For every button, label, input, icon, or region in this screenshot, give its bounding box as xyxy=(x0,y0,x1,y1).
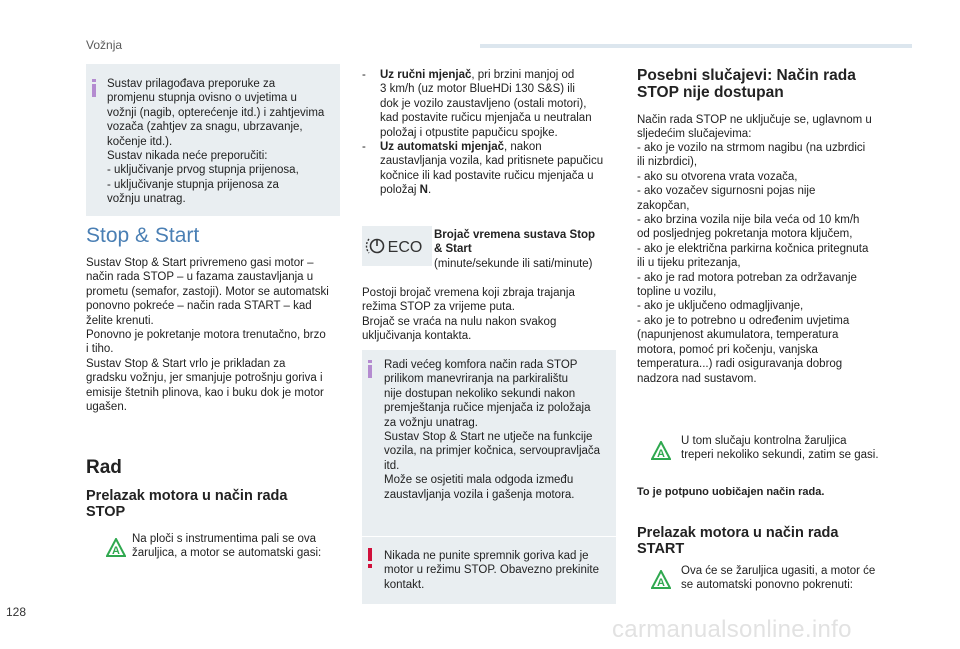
special-cases-intro: Način rada STOP ne uključuje se, uglavnom u sljedećim slučajevima: xyxy=(637,114,872,141)
automatic-gearbox-title: Uz automatski mjenjač xyxy=(380,141,504,153)
auto-indicator-icon xyxy=(651,570,671,589)
counter-subtitle: (minute/sekunde ili sati/minute) xyxy=(434,258,593,270)
manual-gearbox-title: Uz ručni mjenjač xyxy=(380,69,472,81)
stop-mode-subheading: Prelazak motora u način rada STOP xyxy=(86,488,288,520)
rad-heading: Rad xyxy=(86,457,122,478)
manual-gearbox-text: , pri brzini manjoj od 3 km/h (uz motor BlueHDi 130 S&S) ili dok je vozilo zaustavljeno (ostali motori), kad postavite ručicu mjenjača u neutralan položaj i otpustite papučicu spojke. xyxy=(380,69,592,139)
automatic-gearbox-item xyxy=(380,140,616,198)
bullet-dash-1: - xyxy=(362,69,366,81)
special-cases-heading: Posebni slučajevi: Način rada STOP nije dostupan xyxy=(637,67,856,101)
automatic-gearbox-text: , nakon zaustavljanja vozila, kad pritisnete papučicu kočnice ili kad postavite ručicu mjenjača u položaj xyxy=(380,141,604,197)
stop-start-heading: Stop & Start xyxy=(86,224,200,247)
page-number: 128 xyxy=(6,605,27,619)
eco-label: ECO xyxy=(387,239,423,256)
info-text-comfort: Radi većeg komfora način rada STOP prilikom manevriranja na parkiralištu nije dostupan nekoliko sekundi nakon premještanja ručice mjenjača iz položaja za vožnju unatrag. Sustav Stop & Start ne utječe na funkcije vozila, na primjer kočnica, servoupravljača itd. Može se osjetiti mala odgoda između zaustavljanja vozila i gašenja motora. xyxy=(384,359,601,501)
gear-position-n: N xyxy=(419,184,428,197)
header-rule xyxy=(480,44,912,48)
svg-text:A: A xyxy=(657,448,665,460)
counter-title: Brojač vremena sustava Stop & Start xyxy=(434,229,596,256)
eco-icon-frame xyxy=(362,226,432,266)
section-title: Vožnja xyxy=(86,38,123,52)
auto-indicator-icon xyxy=(651,441,671,460)
start-mode-subheading: Prelazak motora u način rada START xyxy=(637,525,839,557)
svg-text:A: A xyxy=(657,577,665,589)
stop-start-eco-icon xyxy=(362,226,432,266)
info-icon xyxy=(367,360,373,378)
info-text-gear: Sustav prilagođava preporuke za promjenu stupnja ovisno o uvjetima u vožnji (nagib, opterećenje itd.) i zahtjevima vozača (zahtjev za snagu, ubrzavanje, kočenje itd.). Sustav nikada neće preporučiti: - uključivanje prvog stupnja prijenosa, - uključivanje stupnja prijenosa za vožnju unatrag. xyxy=(107,78,325,206)
warning-text: Nikada ne punite spremnik goriva kad je motor u režimu STOP. Obavezno prekinite kontakt. xyxy=(384,550,599,591)
flashing-indicator-note: U tom slučaju kontrolna žaruljica treperi nekoliko sekundi, zatim se gasi. xyxy=(681,435,879,462)
svg-text:A: A xyxy=(112,545,120,557)
info-icon xyxy=(91,79,97,97)
period: . xyxy=(427,184,432,197)
stop-indicator-note: Na ploči s instrumentima pali se ova žaruljica, a motor se automatski gasi: xyxy=(132,533,322,560)
watermark: carmanualsonline.info xyxy=(612,616,852,643)
counter-body: Postoji brojač vremena koji zbraja trajanja režima STOP za vrijeme puta. Brojač se vraća na nulu nakon svakog uključivanja kontakta. xyxy=(362,287,575,343)
warning-icon xyxy=(367,548,373,568)
stop-start-body: Sustav Stop & Start privremeno gasi motor – način rada STOP – u fazama zaustavljanja u prometu (semafor, zastoji). Motor se automatski ponovno pokreće – način rada START – kad želite krenuti. Ponovno je pokretanje motora trenutačno, brzo i tiho. Sustav Stop & Start vrlo je prikladan za gradsku vožnju, jer smanjuje potrošnju goriva i emisije štetnih plinova, kao i buku dok je motor ugašen. xyxy=(86,257,329,414)
normal-operation-note: To je potpuno uobičajen način rada. xyxy=(637,486,825,498)
auto-indicator-icon xyxy=(106,538,126,557)
bullet-dash-2: - xyxy=(362,141,366,153)
manual-gearbox-item xyxy=(380,68,616,140)
start-indicator-note: Ova će se žaruljica ugasiti, a motor će se automatski ponovno pokrenuti: xyxy=(681,565,876,592)
special-cases-list: - ako je vozilo na strmom nagibu (na uzbrdici ili nizbrdici), - ako su otvorena vrata vozača, - ako vozačev sigurnosni pojas nije zakopčan, - ako brzina vozila nije bila veća od 10 km/h od posljednjeg pokretanja motora ključem, - ako je električna parkirna kočnica pritegnuta ili u tijeku pritezanja, - ako je rad motora potreban za održavanje topline u vozilu, - ako je uključeno odmagljivanje, - ako je to potrebno u određenim uvjetima (napunjenost akumulatora, temperatura motora, pomoć pri kočenju, vanjska temperatura...) radi osiguravanja dobrog nadzora nad sustavom. xyxy=(637,142,869,385)
